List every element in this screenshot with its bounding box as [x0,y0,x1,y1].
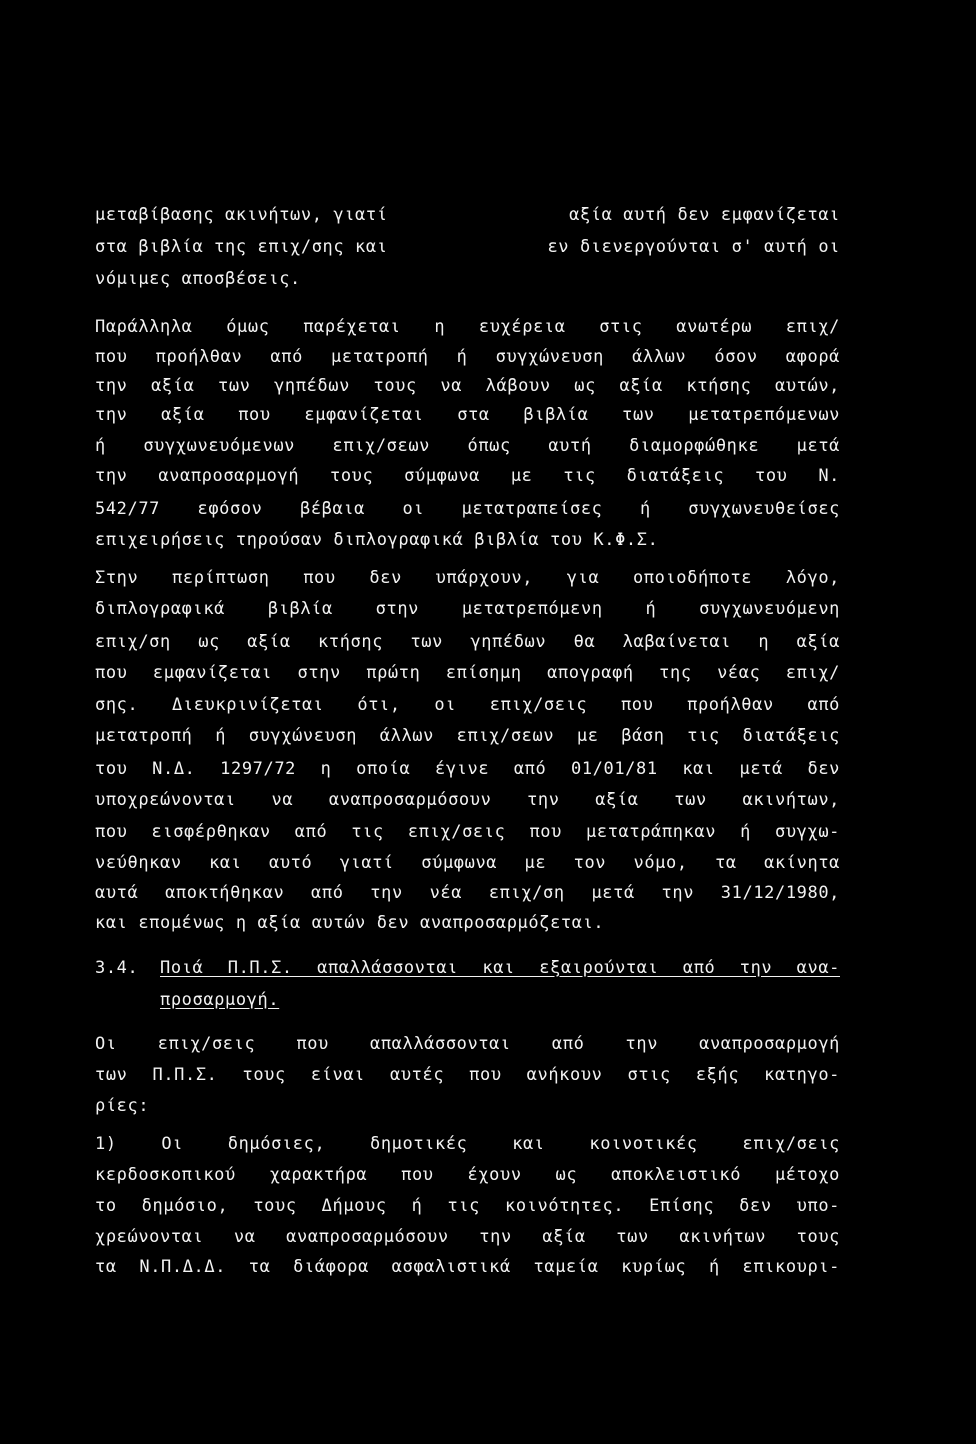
text-line-7: την αξία που εμφανίζεται στα βιβλία των μετατρεπόμενων [95,405,840,425]
section-heading: Ποιά Π.Π.Σ. απαλλάσσονται και εξαιρούνται από την ανα- [160,958,840,978]
text-line-18: του Ν.Δ. 1297/72 η οποία έγινε από 01/01/81 και μετά δεν [95,759,840,779]
section-heading-cont: προσαρμογή. [160,990,280,1010]
text-line-9: την αναπροσαρμογή τους σύμφωνα με τις διατάξεις του Ν. [95,466,840,486]
text-line-29: το δημόσιο, τους Δήμους ή τις κοινότητες. Επίσης δεν υπο- [95,1196,840,1216]
text-line-31: τα Ν.Π.Δ.Δ. τα διάφορα ασφαλιστικά ταμεία κυρίως ή επικουρι- [95,1257,840,1277]
text-line-11: επιχειρήσεις τηρούσαν διπλογραφικά βιβλία του Κ.Φ.Σ. [95,530,659,550]
text-line-5: που προήλθαν από μετατροπή ή συγχώνευση άλλων όσον αφορά [95,347,840,367]
text-line-8: ή συγχωνευόμενων επιχ/σεων όπως αυτή διαμορφώθηκε μετά [95,436,840,456]
text-line-15: που εμφανίζεται στην πρώτη επίσημη απογραφή της νέας επιχ/ [95,663,840,683]
text-line-23: και επομένως η αξία αυτών δεν αναπροσαρμόζεται. [95,913,605,933]
text-line-3: νόμιμες αποσβέσεις. [95,269,301,289]
text-line-12: Στην περίπτωση που δεν υπάρχουν, για οποιοδήποτε λόγο, [95,568,840,588]
text-line-17: μετατροπή ή συγχώνευση άλλων επιχ/σεων με βάση τις διατάξεις [95,726,840,746]
text-line-1-left: μεταβίβασης ακινήτων, γιατί [95,205,388,225]
text-line-20: που εισφέρθηκαν από τις επιχ/σεις που μετατράπηκαν ή συγχω- [95,822,840,842]
text-line-27: 1) Οι δημόσιες, δημοτικές και κοινοτικές επιχ/σεις [95,1134,840,1154]
text-line-30: χρεώνονται να αναπροσαρμόσουν την αξία των ακινήτων τους [95,1227,840,1247]
text-line-24: Οι επιχ/σεις που απαλλάσσονται από την αναπροσαρμογή [95,1034,840,1054]
text-line-13: διπλογραφικά βιβλία στην μετατρεπόμενη ή συγχωνευόμενη [95,599,840,619]
section-number: 3.4. [95,958,139,978]
text-line-16: σης. Διευκρινίζεται ότι, οι επιχ/σεις που προήλθαν από [95,695,840,715]
text-line-26: ρίες: [95,1096,150,1116]
text-line-6: την αξία των γηπέδων τους να λάβουν ως αξία κτήσης αυτών, [95,376,840,396]
text-line-4: Παράλληλα όμως παρέχεται η ευχέρεια στις ανωτέρω επιχ/ [95,317,840,337]
text-line-2-right: εν διενεργούνται σ' αυτή οι [547,237,840,257]
text-line-25: των Π.Π.Σ. τους είναι αυτές που ανήκουν στις εξής κατηγο- [95,1065,840,1085]
text-line-1 [95,204,840,226]
text-line-21: νεύθηκαν και αυτό γιατί σύμφωνα με τον νόμο, τα ακίνητα [95,853,840,873]
text-line-2-left: στα βιβλία της επιχ/σης και [95,237,388,257]
text-line-19: υποχρεώνονται να αναπροσαρμόσουν την αξία των ακινήτων, [95,790,840,810]
text-line-22: αυτά αποκτήθηκαν από την νέα επιχ/ση μετά την 31/12/1980, [95,883,840,903]
text-line-14: επιχ/ση ως αξία κτήσης των γηπέδων θα λαβαίνεται η αξία [95,632,840,652]
text-line-10: 542/77 εφόσον βέβαια οι μετατραπείσες ή συγχωνευθείσες [95,499,840,519]
text-line-1-right: αξία αυτή δεν εμφανίζεται [569,205,840,225]
text-line-28: κερδοσκοπικού χαρακτήρα που έχουν ως αποκλειστικό μέτοχο [95,1165,840,1185]
text-line-2 [95,236,840,258]
